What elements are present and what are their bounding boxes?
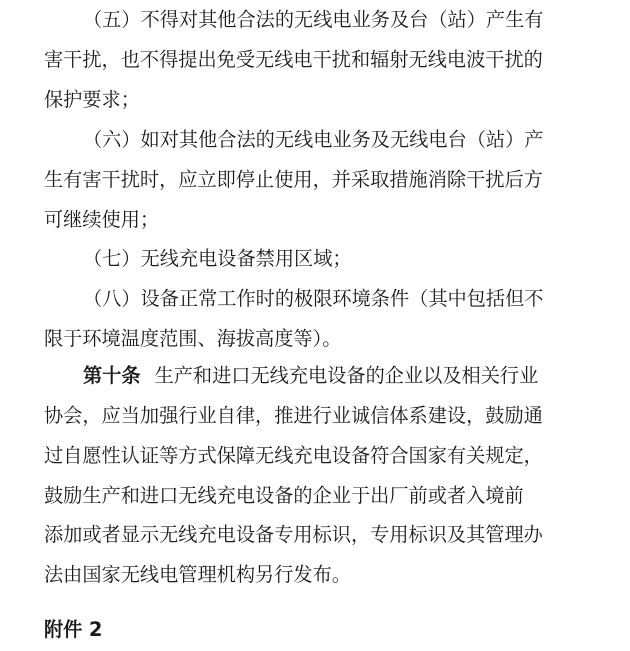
article-10-line-4: 鼓励生产和进口无线充电设备的企业于出厂前或者入境前 xyxy=(44,484,524,507)
item-7-line-1: （七）无线充电设备禁用区域； xyxy=(83,247,352,270)
item-8-line-1: （八）设备正常工作时的极限环境条件（其中包括但不 xyxy=(83,287,544,310)
item-8-line-2: 限于环境温度范围、海拔高度等）。 xyxy=(44,327,342,350)
item-5-line-2: 害干扰，也不得提出免受无线电干扰和辐射无线电波干扰的 xyxy=(44,48,543,71)
article-heading: 第十条 xyxy=(83,364,141,387)
article-text-start: 生产和进口无线充电设备的企业以及相关行业 xyxy=(154,364,539,387)
item-5-line-1: （五）不得对其他合法的无线电业务及台（站）产生有 xyxy=(83,8,544,31)
article-10-line-6: 法由国家无线电管理机构另行发布。 xyxy=(44,563,351,586)
item-6-line-1: （六）如对其他合法的无线电业务及无线电台（站）产 xyxy=(83,128,544,151)
article-10-line-3: 过自愿性认证等方式保障无线充电设备符合国家有关规定， xyxy=(44,444,543,467)
article-10-line-2: 协会，应当加强行业自律，推进行业诚信体系建设，鼓励通 xyxy=(44,404,543,427)
attachment-heading: 附件 2 xyxy=(44,618,103,641)
item-6-line-3: 可继续使用； xyxy=(44,208,160,231)
item-6-line-2: 生有害干扰时，应立即停止使用，并采取措施消除干扰后方 xyxy=(44,168,543,191)
article-10-line-1 xyxy=(83,356,538,396)
item-5-line-3: 保护要求； xyxy=(44,88,140,111)
article-10-line-5: 添加或者显示无线充电设备专用标识，专用标识及其管理办 xyxy=(44,523,543,546)
